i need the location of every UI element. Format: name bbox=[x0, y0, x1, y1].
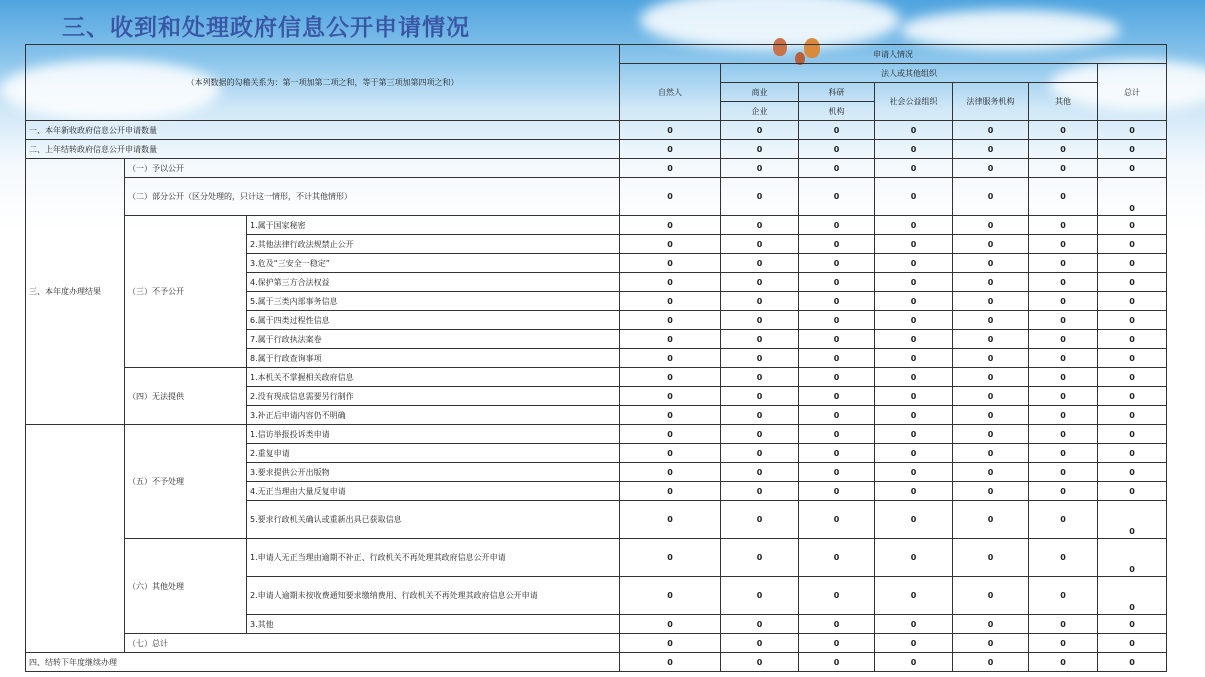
statistics-table bbox=[25, 44, 1167, 672]
value-cell: 0 bbox=[721, 254, 799, 273]
value-cell: 0 bbox=[620, 178, 721, 216]
item-label: 3.其他 bbox=[247, 615, 620, 634]
group-label: （三）不予公开 bbox=[125, 216, 247, 368]
value-cell: 0 bbox=[953, 463, 1029, 482]
value-cell: 0 bbox=[799, 254, 875, 273]
value-cell: 0 bbox=[799, 311, 875, 330]
value-cell: 0 bbox=[1029, 482, 1098, 501]
value-cell: 0 bbox=[875, 653, 953, 672]
section-label-blank bbox=[26, 425, 125, 653]
header-research: 科研 bbox=[799, 83, 875, 102]
value-cell: 0 bbox=[875, 216, 953, 235]
value-cell: 0 bbox=[875, 140, 953, 159]
value-cell: 0 bbox=[799, 615, 875, 634]
value-cell: 0 bbox=[1029, 311, 1098, 330]
value-cell: 0 bbox=[1029, 140, 1098, 159]
value-cell: 0 bbox=[1098, 330, 1167, 349]
value-cell: 0 bbox=[721, 292, 799, 311]
value-cell: 0 bbox=[620, 121, 721, 140]
value-cell: 0 bbox=[721, 425, 799, 444]
header-social: 社会公益组织 bbox=[875, 83, 953, 121]
value-cell: 0 bbox=[1098, 349, 1167, 368]
value-cell: 0 bbox=[1029, 292, 1098, 311]
value-cell: 0 bbox=[875, 273, 953, 292]
section-label: 三、本年度办理结果 bbox=[26, 159, 125, 425]
value-cell: 0 bbox=[1029, 406, 1098, 425]
value-cell: 0 bbox=[1029, 387, 1098, 406]
value-cell: 0 bbox=[953, 235, 1029, 254]
value-cell: 0 bbox=[1098, 615, 1167, 634]
header-commercial: 商业 bbox=[721, 83, 799, 102]
value-cell: 0 bbox=[620, 444, 721, 463]
value-cell: 0 bbox=[799, 273, 875, 292]
item-label: 7.属于行政执法案卷 bbox=[247, 330, 620, 349]
value-cell: 0 bbox=[1029, 159, 1098, 178]
value-cell: 0 bbox=[875, 292, 953, 311]
value-cell: 0 bbox=[1029, 254, 1098, 273]
item-label: 5.属于三类内部事务信息 bbox=[247, 292, 620, 311]
value-cell: 0 bbox=[1098, 273, 1167, 292]
value-cell: 0 bbox=[620, 482, 721, 501]
value-cell: 0 bbox=[953, 577, 1029, 615]
header-legal-service: 法律服务机构 bbox=[953, 83, 1029, 121]
item-label: 2.重复申请 bbox=[247, 444, 620, 463]
value-cell: 0 bbox=[620, 539, 721, 577]
value-cell: 0 bbox=[875, 387, 953, 406]
value-cell: 0 bbox=[799, 387, 875, 406]
value-cell: 0 bbox=[875, 349, 953, 368]
group-label: （六）其他处理 bbox=[125, 539, 247, 634]
value-cell: 0 bbox=[721, 406, 799, 425]
value-cell: 0 bbox=[799, 349, 875, 368]
value-cell: 0 bbox=[1029, 444, 1098, 463]
value-cell: 0 bbox=[799, 577, 875, 615]
value-cell: 0 bbox=[1098, 159, 1167, 178]
value-cell: 0 bbox=[721, 216, 799, 235]
value-cell: 0 bbox=[875, 368, 953, 387]
table-note: （本列数据的勾稽关系为：第一项加第二项之和，等于第三项加第四项之和） bbox=[26, 45, 620, 121]
value-cell: 0 bbox=[620, 615, 721, 634]
value-cell: 0 bbox=[875, 121, 953, 140]
value-cell: 0 bbox=[875, 330, 953, 349]
value-cell: 0 bbox=[875, 425, 953, 444]
value-cell: 0 bbox=[1029, 368, 1098, 387]
value-cell: 0 bbox=[953, 273, 1029, 292]
value-cell: 0 bbox=[799, 368, 875, 387]
value-cell: 0 bbox=[799, 653, 875, 672]
value-cell: 0 bbox=[721, 349, 799, 368]
value-cell: 0 bbox=[620, 216, 721, 235]
item-label: 1.本机关不掌握相关政府信息 bbox=[247, 368, 620, 387]
value-cell: 0 bbox=[799, 406, 875, 425]
page-title: 三、收到和处理政府信息公开申请情况 bbox=[62, 15, 470, 41]
value-cell: 0 bbox=[620, 577, 721, 615]
value-cell: 0 bbox=[799, 216, 875, 235]
value-cell: 0 bbox=[953, 292, 1029, 311]
value-cell: 0 bbox=[1098, 406, 1167, 425]
value-cell: 0 bbox=[953, 615, 1029, 634]
value-cell: 0 bbox=[1029, 349, 1098, 368]
value-cell: 0 bbox=[721, 330, 799, 349]
value-cell: 0 bbox=[1029, 634, 1098, 653]
value-cell: 0 bbox=[1098, 121, 1167, 140]
item-label: 1.申请人无正当理由逾期不补正、行政机关不再处理其政府信息公开申请 bbox=[247, 539, 620, 577]
value-cell: 0 bbox=[799, 140, 875, 159]
value-cell: 0 bbox=[1098, 254, 1167, 273]
value-cell: 0 bbox=[1098, 539, 1167, 577]
value-cell: 0 bbox=[953, 653, 1029, 672]
value-cell: 0 bbox=[799, 292, 875, 311]
value-cell: 0 bbox=[799, 235, 875, 254]
value-cell: 0 bbox=[620, 311, 721, 330]
value-cell: 0 bbox=[721, 178, 799, 216]
value-cell: 0 bbox=[1098, 482, 1167, 501]
item-label: 2.其他法律行政法规禁止公开 bbox=[247, 235, 620, 254]
value-cell: 0 bbox=[875, 577, 953, 615]
value-cell: 0 bbox=[799, 482, 875, 501]
value-cell: 0 bbox=[953, 634, 1029, 653]
value-cell: 0 bbox=[620, 254, 721, 273]
value-cell: 0 bbox=[1029, 273, 1098, 292]
value-cell: 0 bbox=[1029, 330, 1098, 349]
value-cell: 0 bbox=[953, 406, 1029, 425]
value-cell: 0 bbox=[953, 330, 1029, 349]
value-cell: 0 bbox=[620, 634, 721, 653]
header-applicant: 申请人情况 bbox=[620, 45, 1167, 64]
value-cell: 0 bbox=[620, 425, 721, 444]
header-research-2: 机构 bbox=[799, 102, 875, 121]
value-cell: 0 bbox=[875, 463, 953, 482]
value-cell: 0 bbox=[875, 235, 953, 254]
value-cell: 0 bbox=[1029, 235, 1098, 254]
value-cell: 0 bbox=[721, 121, 799, 140]
value-cell: 0 bbox=[799, 178, 875, 216]
item-label: 6.属于四类过程性信息 bbox=[247, 311, 620, 330]
value-cell: 0 bbox=[953, 482, 1029, 501]
value-cell: 0 bbox=[620, 140, 721, 159]
value-cell: 0 bbox=[620, 406, 721, 425]
header-other: 其他 bbox=[1029, 83, 1098, 121]
value-cell: 0 bbox=[620, 159, 721, 178]
value-cell: 0 bbox=[953, 539, 1029, 577]
header-commercial-2: 企业 bbox=[721, 102, 799, 121]
value-cell: 0 bbox=[875, 634, 953, 653]
value-cell: 0 bbox=[1098, 178, 1167, 216]
value-cell: 0 bbox=[875, 444, 953, 463]
value-cell: 0 bbox=[721, 463, 799, 482]
value-cell: 0 bbox=[620, 653, 721, 672]
item-label: 3.要求提供公开出版物 bbox=[247, 463, 620, 482]
item-label: 1.属于国家秘密 bbox=[247, 216, 620, 235]
row-label: （一）予以公开 bbox=[125, 159, 620, 178]
value-cell: 0 bbox=[953, 159, 1029, 178]
value-cell: 0 bbox=[799, 539, 875, 577]
item-label: 3.补正后申请内容仍不明确 bbox=[247, 406, 620, 425]
value-cell: 0 bbox=[953, 425, 1029, 444]
header-legal-group: 法人或其他组织 bbox=[721, 64, 1098, 83]
value-cell: 0 bbox=[875, 615, 953, 634]
value-cell: 0 bbox=[953, 387, 1029, 406]
value-cell: 0 bbox=[799, 501, 875, 539]
value-cell: 0 bbox=[1098, 501, 1167, 539]
value-cell: 0 bbox=[953, 444, 1029, 463]
value-cell: 0 bbox=[799, 330, 875, 349]
value-cell: 0 bbox=[799, 425, 875, 444]
value-cell: 0 bbox=[721, 501, 799, 539]
value-cell: 0 bbox=[953, 140, 1029, 159]
value-cell: 0 bbox=[1098, 577, 1167, 615]
value-cell: 0 bbox=[721, 577, 799, 615]
row-label: 四、结转下年度继续办理 bbox=[26, 653, 620, 672]
value-cell: 0 bbox=[875, 254, 953, 273]
value-cell: 0 bbox=[953, 178, 1029, 216]
value-cell: 0 bbox=[1029, 615, 1098, 634]
value-cell: 0 bbox=[1029, 178, 1098, 216]
value-cell: 0 bbox=[953, 368, 1029, 387]
header-natural-person: 自然人 bbox=[620, 64, 721, 121]
value-cell: 0 bbox=[620, 368, 721, 387]
value-cell: 0 bbox=[721, 311, 799, 330]
value-cell: 0 bbox=[875, 159, 953, 178]
value-cell: 0 bbox=[1029, 121, 1098, 140]
value-cell: 0 bbox=[799, 463, 875, 482]
row-label: （二）部分公开（区分处理的，只计这一情形，不计其他情形） bbox=[125, 178, 620, 216]
value-cell: 0 bbox=[721, 653, 799, 672]
value-cell: 0 bbox=[1098, 425, 1167, 444]
group-label: （七）总计 bbox=[125, 634, 620, 653]
value-cell: 0 bbox=[799, 121, 875, 140]
value-cell: 0 bbox=[953, 311, 1029, 330]
value-cell: 0 bbox=[875, 501, 953, 539]
cloud bbox=[640, 0, 900, 50]
value-cell: 0 bbox=[1098, 444, 1167, 463]
value-cell: 0 bbox=[721, 539, 799, 577]
value-cell: 0 bbox=[953, 254, 1029, 273]
value-cell: 0 bbox=[721, 444, 799, 463]
value-cell: 0 bbox=[620, 273, 721, 292]
value-cell: 0 bbox=[953, 501, 1029, 539]
item-label: 8.属于行政查询事项 bbox=[247, 349, 620, 368]
item-label: 5.要求行政机关确认或重新出具已获取信息 bbox=[247, 501, 620, 539]
value-cell: 0 bbox=[620, 330, 721, 349]
value-cell: 0 bbox=[620, 387, 721, 406]
value-cell: 0 bbox=[721, 368, 799, 387]
value-cell: 0 bbox=[1098, 653, 1167, 672]
value-cell: 0 bbox=[721, 615, 799, 634]
value-cell: 0 bbox=[721, 387, 799, 406]
value-cell: 0 bbox=[875, 482, 953, 501]
item-label: 4.保护第三方合法权益 bbox=[247, 273, 620, 292]
value-cell: 0 bbox=[1098, 387, 1167, 406]
item-label: 3.危及“三安全一稳定” bbox=[247, 254, 620, 273]
value-cell: 0 bbox=[1029, 539, 1098, 577]
value-cell: 0 bbox=[1029, 463, 1098, 482]
item-label: 1.信访举报投诉类申请 bbox=[247, 425, 620, 444]
value-cell: 0 bbox=[620, 235, 721, 254]
item-label: 2.没有现成信息需要另行制作 bbox=[247, 387, 620, 406]
value-cell: 0 bbox=[1029, 577, 1098, 615]
item-label: 2.申请人逾期未按收费通知要求缴纳费用、行政机关不再处理其政府信息公开申请 bbox=[247, 577, 620, 615]
value-cell: 0 bbox=[1029, 501, 1098, 539]
value-cell: 0 bbox=[721, 159, 799, 178]
value-cell: 0 bbox=[799, 159, 875, 178]
value-cell: 0 bbox=[875, 406, 953, 425]
value-cell: 0 bbox=[953, 216, 1029, 235]
value-cell: 0 bbox=[799, 444, 875, 463]
value-cell: 0 bbox=[1098, 216, 1167, 235]
value-cell: 0 bbox=[721, 235, 799, 254]
group-label: （五）不予处理 bbox=[125, 425, 247, 539]
value-cell: 0 bbox=[1098, 292, 1167, 311]
value-cell: 0 bbox=[1098, 368, 1167, 387]
value-cell: 0 bbox=[1098, 634, 1167, 653]
item-label: 4.无正当理由大量反复申请 bbox=[247, 482, 620, 501]
value-cell: 0 bbox=[721, 634, 799, 653]
value-cell: 0 bbox=[620, 349, 721, 368]
value-cell: 0 bbox=[1098, 311, 1167, 330]
row-label: 二、上年结转政府信息公开申请数量 bbox=[26, 140, 620, 159]
value-cell: 0 bbox=[620, 463, 721, 482]
value-cell: 0 bbox=[620, 501, 721, 539]
header-total: 总计 bbox=[1098, 64, 1167, 121]
value-cell: 0 bbox=[1029, 216, 1098, 235]
value-cell: 0 bbox=[875, 311, 953, 330]
value-cell: 0 bbox=[1029, 425, 1098, 444]
value-cell: 0 bbox=[875, 539, 953, 577]
value-cell: 0 bbox=[721, 273, 799, 292]
value-cell: 0 bbox=[1098, 463, 1167, 482]
value-cell: 0 bbox=[799, 634, 875, 653]
value-cell: 0 bbox=[620, 292, 721, 311]
value-cell: 0 bbox=[721, 482, 799, 501]
value-cell: 0 bbox=[875, 178, 953, 216]
row-label: 一、本年新收政府信息公开申请数量 bbox=[26, 121, 620, 140]
value-cell: 0 bbox=[1029, 653, 1098, 672]
value-cell: 0 bbox=[953, 121, 1029, 140]
value-cell: 0 bbox=[1098, 140, 1167, 159]
value-cell: 0 bbox=[953, 349, 1029, 368]
group-label: （四）无法提供 bbox=[125, 368, 247, 425]
value-cell: 0 bbox=[721, 140, 799, 159]
value-cell: 0 bbox=[1098, 235, 1167, 254]
